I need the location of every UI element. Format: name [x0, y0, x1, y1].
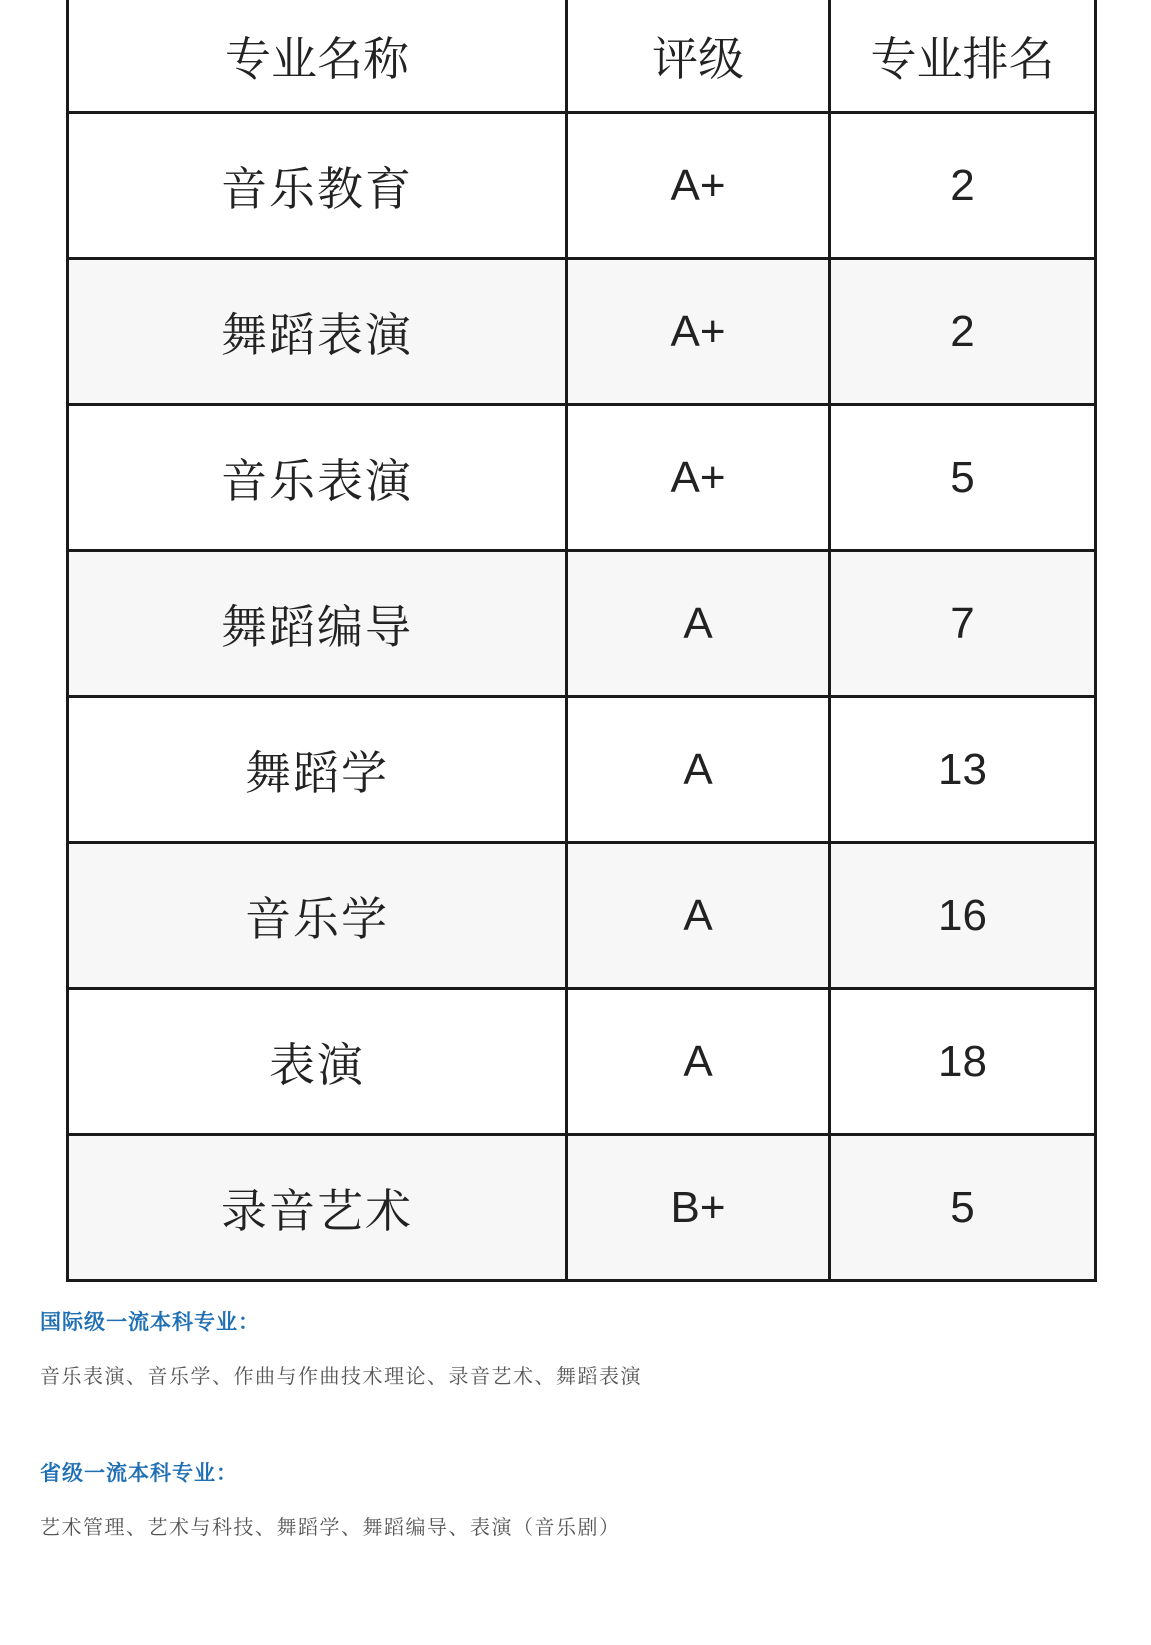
table-row [68, 259, 1096, 405]
grade-cell: B+ [567, 1135, 830, 1281]
table-row [68, 113, 1096, 259]
grade-cell: A [567, 551, 830, 697]
major-name-cell: 表演 [68, 989, 567, 1135]
national-first-class-list: 音乐表演、音乐学、作曲与作曲技术理论、录音艺术、舞蹈表演 [40, 1364, 642, 1388]
rank-cell: 5 [830, 405, 1096, 551]
provincial-first-class-title: 省级一流本科专业： [40, 1461, 238, 1485]
grade-cell: A [567, 697, 830, 843]
header-major-name: 专业名称 [68, 0, 567, 113]
table-header-row [68, 0, 1096, 113]
rank-cell: 18 [830, 989, 1096, 1135]
table-row [68, 405, 1096, 551]
table-row [68, 843, 1096, 989]
major-name-cell: 舞蹈编导 [68, 551, 567, 697]
header-grade: 评级 [567, 0, 830, 113]
grade-cell: A+ [567, 405, 830, 551]
grade-cell: A [567, 843, 830, 989]
national-first-class-title: 国际级一流本科专业： [40, 1310, 260, 1334]
rank-cell: 13 [830, 697, 1096, 843]
ranking-table-container [66, 0, 1094, 1282]
grade-cell: A [567, 989, 830, 1135]
rank-cell: 7 [830, 551, 1096, 697]
major-name-cell: 音乐学 [68, 843, 567, 989]
rank-cell: 5 [830, 1135, 1096, 1281]
table-row [68, 989, 1096, 1135]
rank-cell: 16 [830, 843, 1096, 989]
major-name-cell: 音乐教育 [68, 113, 567, 259]
grade-cell: A+ [567, 259, 830, 405]
rank-cell: 2 [830, 113, 1096, 259]
header-rank: 专业排名 [830, 0, 1096, 113]
major-ranking-table [66, 0, 1097, 1282]
table-row [68, 697, 1096, 843]
table-row [68, 551, 1096, 697]
table-row [68, 1135, 1096, 1281]
provincial-first-class-list: 艺术管理、艺术与科技、舞蹈学、舞蹈编导、表演（音乐剧） [40, 1515, 621, 1539]
grade-cell: A+ [567, 113, 830, 259]
major-name-cell: 舞蹈表演 [68, 259, 567, 405]
rank-cell: 2 [830, 259, 1096, 405]
major-name-cell: 音乐表演 [68, 405, 567, 551]
major-name-cell: 舞蹈学 [68, 697, 567, 843]
major-name-cell: 录音艺术 [68, 1135, 567, 1281]
